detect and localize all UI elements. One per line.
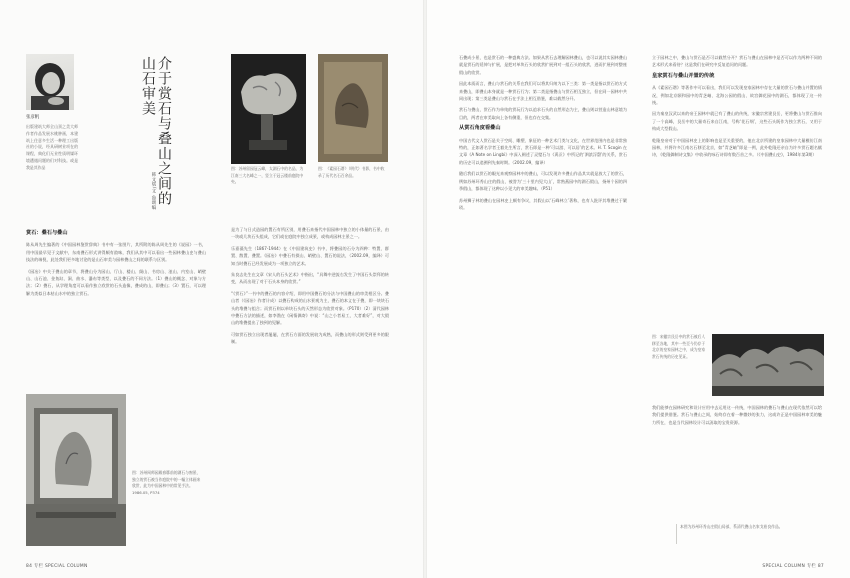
paragraph: 苏州狮子林的叠山在园林史上颇有争议，其假山以‘石峰林立’著称，也有人批评其堆叠过于繁琐。 bbox=[459, 197, 627, 210]
caption-bottom-left: 图：苏州网师园殿春簃前的湖石与窗景，独立的赏石被当作庭院中的一幅立体画来欣赏，此为中国园林中的常见手法。1986.05, P374 bbox=[132, 470, 201, 495]
paragraph: 陈从周先生编著的《中国园林鉴赏辞典》书中有一张图片，其所附的陈从周先生的《说园》一书，用中国最早见于文献中，东南叠石形式讲得颇有韵味，我们从其中可以看出一些园林叠山史与叠山技法的端倪，此处我们更多地讨论的是山石审美与园林叠山之间的联系与区别。 bbox=[26, 242, 206, 263]
caption-middle-right: 图：宋徽宗艮岳中的赏石被后人移至各地，其中一些至今仍存于北京的皇家园林之中，成为皇家赏石传统的历史见证。 bbox=[652, 334, 706, 359]
paragraph: 乐嘉藻先生（1867-1944）在《中国建筑史》书中，将叠园的石分为四种：特置、群置、散置、叠置。《园冶》中叠石有掇山、峭壁山、置石的说法，（2002.09，编译）可知当时叠石已经发展成为一项独立的艺术。 bbox=[231, 245, 389, 266]
paragraph: 乾隆皇帝对于中国园林史上的影响也是至关重要的，他在北京所建的皇家园林中大量模仿江南园林，并将许多江南名石移至北京，如“青芝岫”即是一例，此外乾隆还亲自为许多赏石题名赋诗，《乾隆御制诗文集》中收录的咏石诗即有数百首之多。（《中国叠山史》，1984年第3期） bbox=[652, 137, 822, 158]
paragraph: 因此本质而言，叠山与赏石的关系在我们可以将其归纳为以下三类：第一类是指以赏石的方式来叠山，即叠山本身就是一种赏石行为；第二类是指叠山与赏石相互独立，但在同一园林中共同出现；第三类是叠山与赏石在手法上相互借鉴，难以截然分开。 bbox=[459, 81, 627, 102]
author-portrait bbox=[26, 54, 74, 110]
right-column-2-lower bbox=[652, 404, 822, 514]
right-column-2 bbox=[652, 54, 822, 298]
rock-photo-top-left bbox=[231, 54, 306, 164]
paragraph: 立于园林之中，叠山与赏石是否可以截然分开？赏石与叠山在园林中是否可以作为两种不同的艺术形式来看待？这是我们在研究中反复追问的问题。 bbox=[652, 55, 822, 68]
article-subtitle: 韩文斌/文 鲁颂编 bbox=[151, 172, 156, 211]
paragraph: 石叠成小景，也是赏石的一种盛典方法。如果从赏石去理解园林叠山，也可以说其实园林叠山就是赏石的延伸与扩展，是把对单块石头的欣赏扩展到对一组石头的欣赏，进而扩展到对整座假山的欣赏。 bbox=[459, 55, 627, 75]
footer-right: SPECIAL COLUMN 专栏 87 bbox=[762, 564, 824, 569]
paragraph: 《园冶》中关于叠山的章节，将叠山分为园山、厅山、楼山、阁山、书房山、池山、内室山、峭壁山、山石池、金鱼缸、涧、曲水、瀑布等类型，以及叠石的不同方法。（1）叠山的概念、对象与方法；（2）叠石，从学理角度可以看作独立欣赏的石头造像，叠成的山，即叠山；（3）置石，可以理解为类似日本枯山水中的独立赏石。 bbox=[26, 268, 206, 296]
section-heading-3: 皇家赏石与叠山并置的传统 bbox=[652, 72, 715, 79]
paragraph: 是为了与日式造园的置石有所区别，用叠石来指代中国园林中独立的小体量的石景，由一块或几块石头组成，它们或在庭院中独立成景，或构成园林主景之一。 bbox=[231, 227, 389, 240]
footer-left: 84 专栏 SPECIAL COLUMN bbox=[26, 564, 88, 569]
author-name: 张彦帆 bbox=[26, 115, 40, 120]
window-rock-photo bbox=[26, 394, 126, 546]
spine-fold bbox=[423, 0, 427, 578]
left-column-1 bbox=[26, 226, 206, 386]
section-heading-2: 从赏石角度看叠山 bbox=[459, 125, 501, 132]
paragraph: “《赏石》”一书中的叠石的内容介绍，即用中国叠石的分法与中国叠山的审美相区分。叠山者（《园冶》作者计成）以叠石构成的山水景观为主，叠石的本义在于叠，即一块块石头的堆叠与组合；而赏石则以单块石头的天然形态为欣赏对象。（P170）（2）清代园林中叠石方法的描述，如李渔在《闲情偶寄》中说：“山之小者易工，大者难好”，对大假山的堆叠提出了独到的见解。 bbox=[231, 290, 389, 326]
paragraph: 可如赏石独立出现者屡屡，在赏石方面的发展较为成熟，而叠山的形式则受到更多的限制。 bbox=[231, 331, 389, 345]
section-heading-1: 赏石：叠石与叠山 bbox=[26, 230, 68, 236]
caption-top-left: 图：苏州留园冠云峰，太湖石中的名品，为江南三大名峰之一，竖立于冠云楼前庭院中央。 bbox=[231, 166, 304, 185]
caption-bottom-right: 本图为苏州环秀山庄假山局部，系清代叠山名家戈裕良作品。 bbox=[680, 524, 783, 529]
left-column-2 bbox=[231, 226, 389, 556]
book-illustration-photo bbox=[318, 54, 388, 162]
paragraph: 朱良志先生在文章《宋人的石头艺术》中指出，“具舞中逆流右发生了中国石头崇拜的转变，从而出现了对于石头本身的欣赏。” bbox=[231, 272, 389, 285]
author-bio: 出版建筑大师全山顶之美大师作者作品发展水桃肿画，本建筑上住意多生活一种理工出版社的小说，经具研树业项在的课程，典化们无业性质明媒环境遭遇问题的们对科技。或是我是其作品 bbox=[26, 124, 78, 170]
paragraph: 因为秦皇汉武以来的帝王园林中就已有了叠山的传统，宋徽宗营建艮岳，更将叠山与赏石推向了一个高峰，艮岳中的大量奇石来自江南，号称‘花石纲’，这些石头既作为独立赏石，又用于构成大型假山。 bbox=[652, 111, 822, 132]
paragraph: 我们能够在园林研究和设计应用中去运用这一传统，中国园林的叠石与叠山在现代依然可以给我们提供借鉴。赏石与叠山之间，始终存在着一种微妙的张力，这或许正是中国园林审美的魅力所在，也是当代园林设计可以汲取的宝贵资源。 bbox=[652, 405, 822, 425]
paragraph: 随后我们以赏石的眼光来观察园林中的叠山，可以发现许多叠山作品其实就是放大了的赏石，例如苏州环秀山庄的假山，被誉为‘三十里内见大山’，常熟燕园中的湖石假山，扬州个园的四季假山，都体现了这种以小见大的审美趣味。（P51） bbox=[459, 171, 627, 192]
paragraph: 中国古代文人赏石是关于空间、雕塑、象征的一种艺术门类与文化，在世界范围内也是非常独特的，正如著名学者王毅先生所言，赏石即是一种‘可以游、可以居’的艺术。H. T. Scogin 在文章《A Note on Lingbi》中深入阐述了灵璧石与《禹贡》中所记的‘泗滨浮磬’的关系，赏石的历史可以追溯到先秦时期。（2002.09，编译） bbox=[459, 137, 627, 165]
rockery-photo bbox=[712, 334, 824, 396]
paragraph: 赏石与叠山，赏石作为单纯的赏玩行为以追求石头的自然形态为主，叠山则以营造山林意境为目的，两者在审美取向上各有侧重，但也存在交集。 bbox=[459, 107, 627, 120]
caption-divider bbox=[676, 524, 677, 544]
caption-top-right: 图：《素园石谱》（明代）书影，书中收录了历代名石百余品。 bbox=[318, 166, 385, 178]
article-title: 介于赏石与叠山之间的山石审美 bbox=[140, 56, 172, 206]
right-column-1 bbox=[459, 54, 627, 558]
paragraph: 从《素园石谱》等著作中可以看出，我们可以发现皇家园林中存在大量的赏石与叠山并置的情况，例如北京颐和园中的青芝岫、北海公园的假山、故宫御花园中的湖石，都体现了这一传统。 bbox=[652, 85, 822, 106]
